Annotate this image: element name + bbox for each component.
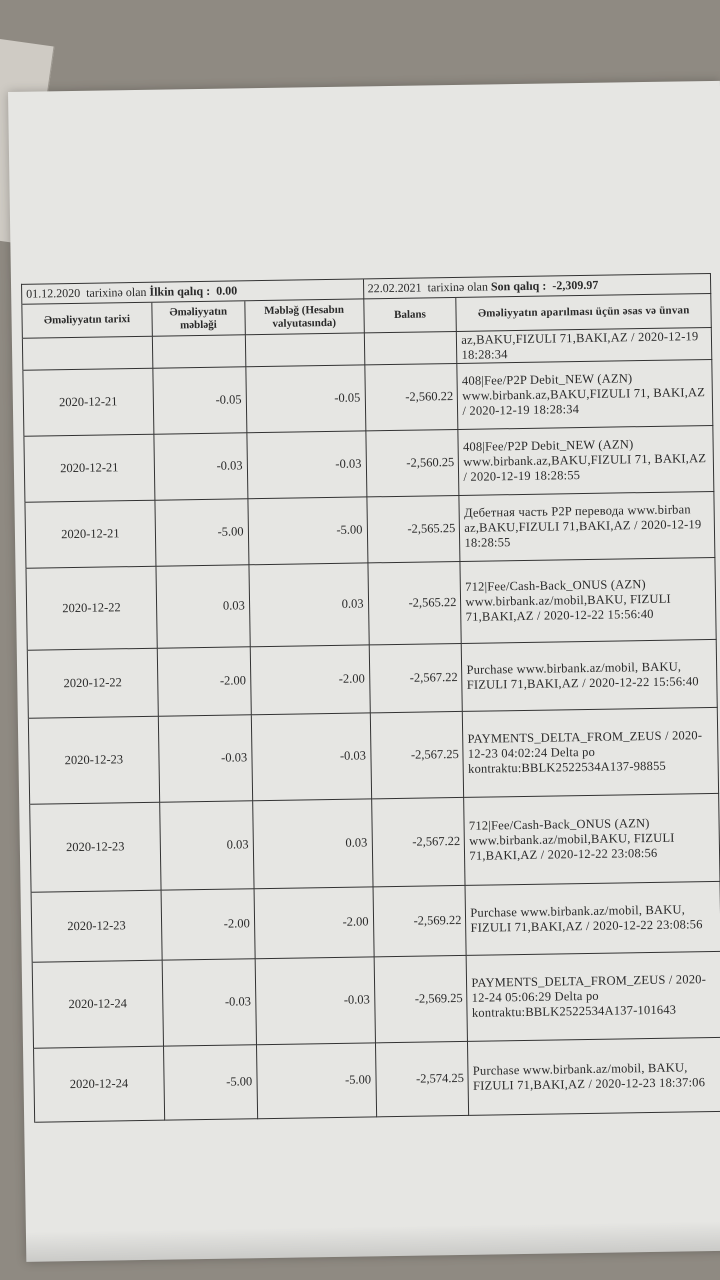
statement-page	[8, 81, 720, 1262]
cell-date	[34, 1047, 165, 1123]
cell-description	[462, 640, 718, 712]
closing-date: 22.02.2021	[367, 280, 422, 296]
cell-amount-text: -0.05	[215, 392, 242, 407]
cell-amount-text: -0.03	[216, 458, 243, 473]
opening-text: tarixinə olan	[86, 284, 147, 300]
cell-date-text: 2020-12-21	[60, 460, 119, 476]
cell-amount-text: -5.00	[217, 524, 244, 539]
cell-date	[23, 337, 153, 371]
table-row	[22, 360, 713, 437]
cell-amount-account-text: -5.00	[344, 1072, 372, 1087]
cell-balance	[373, 886, 467, 957]
cell-date	[25, 501, 156, 569]
cell-amount	[153, 335, 246, 368]
cell-amount-text: -2.00	[219, 673, 247, 688]
cell-description-text: PAYMENTS_DELTA_FROM_ZEUS / 2020-12-23 04:02:24 Delta po kontraktu:BBLK2522534A137-98855	[467, 728, 703, 776]
cell-balance	[366, 430, 460, 497]
opening-label: İlkin qalıq :	[149, 283, 211, 299]
cell-date	[26, 567, 157, 651]
cell-balance-text: -2,565.22	[408, 595, 457, 610]
cell-amount-account	[257, 1043, 377, 1119]
cell-date-text: 2020-12-22	[63, 675, 122, 691]
cell-date	[24, 435, 155, 503]
table-row	[31, 882, 720, 963]
cell-date	[33, 961, 164, 1049]
table-row	[27, 640, 718, 719]
cell-amount-account-text: 0.03	[341, 596, 364, 611]
cell-date-text: 2020-12-24	[69, 1076, 129, 1092]
cell-amount-account	[246, 333, 365, 367]
cell-amount-account-text: -0.05	[334, 390, 361, 405]
cell-amount-account	[255, 957, 375, 1045]
table-row	[25, 558, 716, 651]
closing-value: -2,309.97	[552, 277, 599, 293]
table-row	[24, 492, 715, 569]
cell-date	[23, 369, 154, 437]
cell-description	[459, 426, 715, 496]
cell-amount-text: -5.00	[226, 1074, 253, 1089]
cell-amount-text: -0.03	[224, 994, 252, 1009]
cell-balance-text: -2,574.25	[415, 1070, 465, 1086]
page-shadow	[26, 1221, 720, 1262]
cell-date	[29, 717, 160, 805]
cell-balance-text: -2,569.25	[414, 990, 463, 1006]
cell-amount-account-text: -2.00	[338, 671, 365, 686]
cell-description	[457, 328, 712, 364]
closing-label: Son qalıq :	[490, 278, 547, 294]
cell-balance-text: -2,560.25	[406, 455, 455, 470]
cell-amount-text: 0.03	[226, 837, 249, 852]
table-row	[32, 952, 720, 1049]
table-row	[23, 426, 714, 503]
cell-amount-account-text: -0.03	[339, 748, 367, 763]
cell-amount	[153, 367, 247, 434]
cell-amount-account	[247, 431, 367, 499]
cell-amount	[156, 565, 250, 648]
opening-value: 0.00	[216, 283, 238, 298]
opening-date: 01.12.2020	[26, 285, 81, 301]
statement-table	[21, 273, 720, 1123]
cell-balance-text: -2,567.22	[412, 833, 461, 849]
cell-amount	[164, 1045, 258, 1120]
cell-date-text: 2020-12-21	[59, 394, 118, 410]
cell-date-text: 2020-12-24	[68, 996, 128, 1012]
cell-amount	[161, 889, 255, 960]
cell-amount-account	[249, 563, 369, 647]
cell-amount-account-text: -2.00	[342, 914, 369, 929]
cell-description-text: 408|Fee/P2P Debit_NEW (AZN) www.birbank.az,BAKU,FIZULI 71, BAKI,AZ / 2020-12-19 18:28:55	[462, 437, 707, 484]
cell-description	[461, 558, 717, 644]
cell-description-text: Дебетная часть P2P перевода www.birban az,BAKU,FIZULI 71,BAKI,AZ / 2020-12-19 18:28:55	[463, 502, 702, 550]
cell-date	[28, 649, 159, 719]
cell-balance	[367, 496, 461, 563]
cell-description	[468, 1038, 720, 1116]
transaction-rows	[22, 328, 720, 1123]
cell-amount	[162, 959, 256, 1046]
cell-balance	[372, 798, 466, 887]
cell-date-text: 2020-12-23	[65, 839, 125, 855]
cell-description	[465, 794, 720, 886]
cell-amount-account	[254, 887, 374, 959]
table-row	[33, 1038, 720, 1123]
cell-amount-account	[246, 365, 366, 433]
cell-balance	[368, 562, 462, 645]
cell-amount	[160, 801, 254, 890]
cell-amount-text: 0.03	[222, 598, 245, 613]
cell-description-text: az,BAKU,FIZULI 71,BAKI,AZ / 2020-12-19 18:28:34	[461, 328, 699, 362]
cell-amount	[155, 499, 249, 566]
cell-date	[30, 803, 161, 893]
cell-date-text: 2020-12-23	[64, 752, 124, 768]
cell-balance-text: -2,565.25	[407, 521, 456, 536]
cell-balance	[364, 332, 457, 365]
cell-balance	[376, 1042, 470, 1117]
cell-amount-text: -0.03	[221, 750, 248, 765]
cell-amount-account	[253, 799, 373, 889]
cell-date-text: 2020-12-22	[62, 600, 121, 616]
cell-description	[466, 882, 720, 956]
col-header-date: Əməliyyatın tarixi	[22, 303, 152, 339]
cell-date	[32, 891, 163, 963]
cell-amount-account	[250, 645, 370, 715]
cell-balance-text: -2,567.22	[409, 670, 458, 685]
cell-description-text: Purchase www.birbank.az/mobil, BAKU, FIZULI 71,BAKI,AZ / 2020-12-23 18:37:06	[472, 1059, 706, 1093]
cell-description-text: 712|Fee/Cash-Back_ONUS (AZN) www.birbank.az/mobil,BAKU, FIZULI 71,BAKI,AZ / 2020-12-22 23:08:56	[468, 816, 675, 863]
cell-balance-text: -2,569.22	[413, 912, 462, 928]
table-row	[28, 708, 719, 805]
cell-description-text: Purchase www.birbank.az/mobil, BAKU, FIZULI 71,BAKI,AZ / 2020-12-22 23:08:56	[470, 901, 703, 935]
cell-description	[458, 360, 714, 430]
closing-text: tarixinə olan	[427, 279, 489, 295]
cell-balance-text: -2,560.22	[405, 389, 454, 404]
cell-amount-account-text: -0.03	[343, 992, 370, 1007]
cell-amount-account-text: -5.00	[336, 522, 363, 537]
cell-description-text: PAYMENTS_DELTA_FROM_ZEUS / 2020-12-24 05:06:29 Delta po kontraktu:BBLK2522534A137-101643	[471, 972, 707, 1020]
col-header-balance: Balans	[364, 298, 457, 333]
cell-balance-text: -2,567.25	[410, 747, 459, 762]
table-row	[29, 794, 720, 893]
cell-description	[467, 952, 720, 1042]
cell-amount	[158, 647, 252, 716]
cell-amount-text: -2.00	[223, 916, 250, 931]
cell-description-text: Purchase www.birbank.az/mobil, BAKU, FIZULI 71,BAKI,AZ / 2020-12-22 15:56:40	[466, 658, 699, 692]
col-header-amount: Əməliyyatın məbləği	[152, 301, 245, 336]
cell-balance	[374, 956, 468, 1043]
cell-amount-account	[252, 713, 372, 801]
col-header-amount-account: Məbləğ (Hesabın valyutasında)	[245, 299, 364, 335]
col-header-description: Əməliyyatın aparılması üçün əsas və ünvan	[457, 294, 712, 332]
cell-date-text: 2020-12-21	[61, 526, 120, 542]
cell-balance	[370, 712, 464, 799]
cell-date-text: 2020-12-23	[67, 918, 126, 934]
cell-amount	[154, 433, 248, 500]
cell-amount-account	[248, 497, 368, 565]
cell-balance	[369, 644, 463, 713]
cell-amount-account-text: -0.03	[335, 456, 362, 471]
cell-amount	[159, 715, 253, 802]
cell-description-text: 408|Fee/P2P Debit_NEW (AZN) www.birbank.az,BAKU,FIZULI 71, BAKI,AZ / 2020-12-19 18:28:34	[461, 371, 706, 418]
cell-amount-account-text: 0.03	[345, 835, 368, 850]
cell-balance	[365, 364, 459, 431]
cell-description	[463, 708, 719, 798]
cell-description-text: 712|Fee/Cash-Back_ONUS (AZN) www.birbank.az/mobil,BAKU, FIZULI 71,BAKI,AZ / 2020-12-22 15:56:40	[465, 577, 671, 624]
cell-description	[460, 492, 716, 562]
